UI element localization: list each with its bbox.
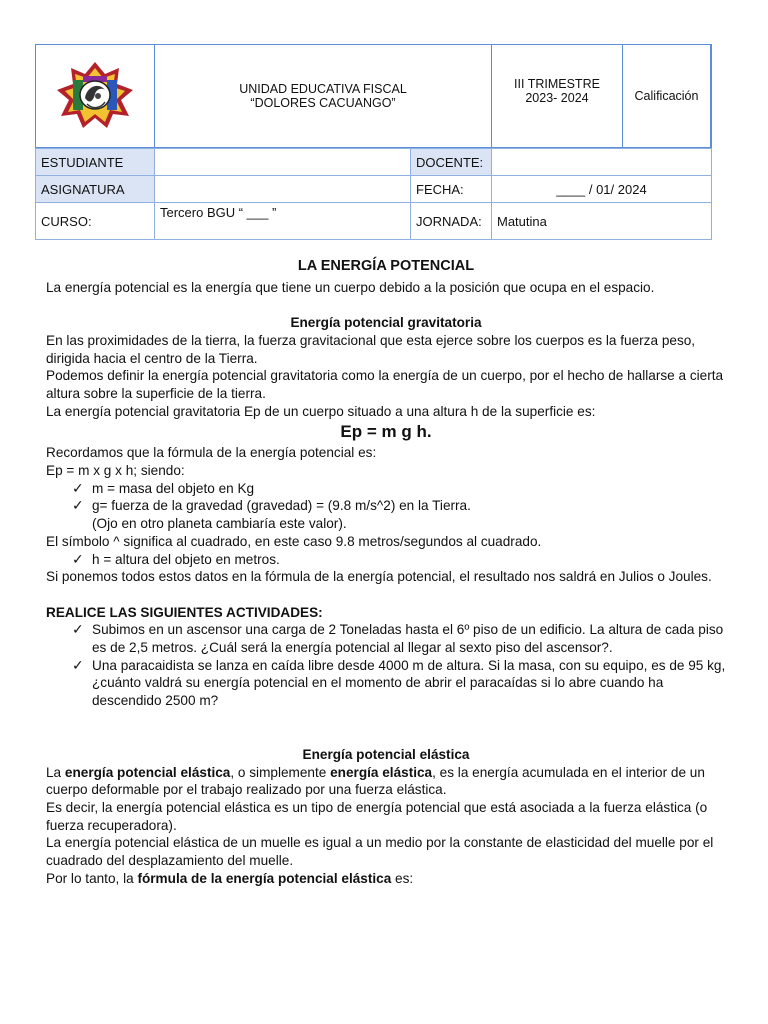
gravity-note: (Ojo en otro planeta cambiaría este valor). (92, 516, 347, 532)
logo-cell (36, 45, 155, 148)
trimester-cell (492, 45, 623, 148)
gravitational-heading: Energía potencial gravitatoria (290, 315, 482, 331)
grade-label: Calificación (634, 89, 699, 103)
list-item: ✓ Subimos en un ascensor una carga de 2 Toneladas hasta el 6º piso de un edificio. La altura de cada piso es de 2,5 metros. ¿Cuál será la energía potencial al llegar al sexto piso del ascensor?. (72, 621, 724, 656)
list-item: ✓ h = altura del objeto en metros. (72, 550, 280, 567)
header-table (35, 44, 712, 148)
result-note: Si ponemos todos estos datos en la fórmula de la energía potencial, el resultado nos saldrá en Julios o Joules. (46, 569, 712, 585)
school-name-cell (155, 45, 492, 148)
course-field[interactable]: Tercero BGU “ ___ ” (155, 203, 411, 240)
elastic-paragraph-4: Por lo tanto, la fórmula de la energía potencial elástica es: (46, 870, 414, 886)
check-icon: ✓ (72, 550, 84, 567)
date-label: FECHA: (411, 176, 492, 203)
school-logo (53, 60, 137, 130)
student-field[interactable] (155, 149, 411, 176)
student-info-table (35, 148, 712, 240)
caret-note: El símbolo ^ significa al cuadrado, en este caso 9.8 metros/segundos al cuadrado. (46, 533, 542, 549)
variables-list (46, 480, 726, 515)
school-name-line1: UNIDAD EDUCATIVA FISCAL (239, 82, 407, 96)
grade-cell (623, 45, 712, 148)
date-field[interactable]: ____ / 01/ 2024 (492, 176, 712, 203)
document-title: LA ENERGÍA POTENCIAL (297, 258, 475, 274)
main-formula: Ep = m g h. (340, 422, 432, 442)
gravitational-paragraph-3: La energía potencial gravitatoria Ep de un cuerpo situado a una altura h de la superficie es: (46, 403, 596, 419)
gravitational-paragraph-2: Podemos definir la energía potencial gravitatoria como la energía de un cuerpo, por el hecho de hallarse a cierta altura sobre la superficie de la tierra. (46, 368, 724, 401)
teacher-field[interactable] (492, 149, 712, 176)
trimester-label: III TRIMESTRE (514, 77, 600, 91)
activities-heading: REALICE LAS SIGUIENTES ACTIVIDADES: (46, 604, 323, 620)
shift-label: JORNADA: (411, 203, 492, 240)
student-label: ESTUDIANTE (36, 149, 155, 176)
elastic-paragraph-3: La energía potencial elástica de un muelle es igual a un medio por la constante de elasticidad del muelle por el cuadrado del desplazamiento del muelle. (46, 835, 714, 869)
elastic-paragraph-1: La energía potencial elástica, o simplemente energía elástica, es la energía acumulada en el interior de un cuerpo deformable por el trabajo realizado por una fuerza elástica. (46, 764, 705, 798)
subject-label: ASIGNATURA (36, 176, 155, 203)
check-icon: ✓ (72, 656, 84, 673)
gravitational-paragraph-1: En las proximidades de la tierra, la fuerza gravitacional que esta ejerce sobre los cuerpos es la fuerza peso, dirigida hacia el centro de la Tierra. (46, 332, 696, 366)
elastic-paragraph-2: Es decir, la energía potencial elástica es un tipo de energía potencial que está asociada a la fuerza elástica (o fuerza recuperadora). (46, 799, 708, 833)
list-item: ✓ m = masa del objeto en Kg (72, 479, 255, 496)
course-label: CURSO: (36, 203, 155, 240)
list-item: ✓ Una paracaidista se lanza en caída libre desde 4000 m de altura. Si la masa, con su equipo, es de 95 kg, ¿cuánto valdrá su energía potencial en el momento de abrir el paracaídas si lo abre cuando ha descendido 2500 m? (72, 656, 726, 709)
check-icon: ✓ (72, 621, 84, 638)
formula-text: Ep = m x g x h; siendo: (46, 463, 185, 479)
list-item: ✓ g= fuerza de la gravedad (gravedad) = (9.8 m/s^2) en la Tierra. (72, 497, 471, 514)
document-body (46, 258, 726, 887)
shift-field[interactable]: Matutina (492, 203, 712, 240)
elastic-heading: Energía potencial elástica (302, 746, 470, 762)
school-name-line2: “DOLORES CACUANGO” (250, 96, 396, 110)
height-list (46, 551, 726, 569)
recall-text: Recordamos que la fórmula de la energía potencial es: (46, 445, 377, 461)
school-year: 2023- 2024 (525, 91, 589, 105)
check-icon: ✓ (72, 479, 84, 496)
activities-list (46, 621, 726, 710)
intro-paragraph: La energía potencial es la energía que tiene un cuerpo debido a la posición que ocupa en el espacio. (46, 279, 655, 295)
subject-field[interactable] (155, 176, 411, 203)
check-icon: ✓ (72, 497, 84, 514)
teacher-label: DOCENTE: (411, 149, 492, 176)
